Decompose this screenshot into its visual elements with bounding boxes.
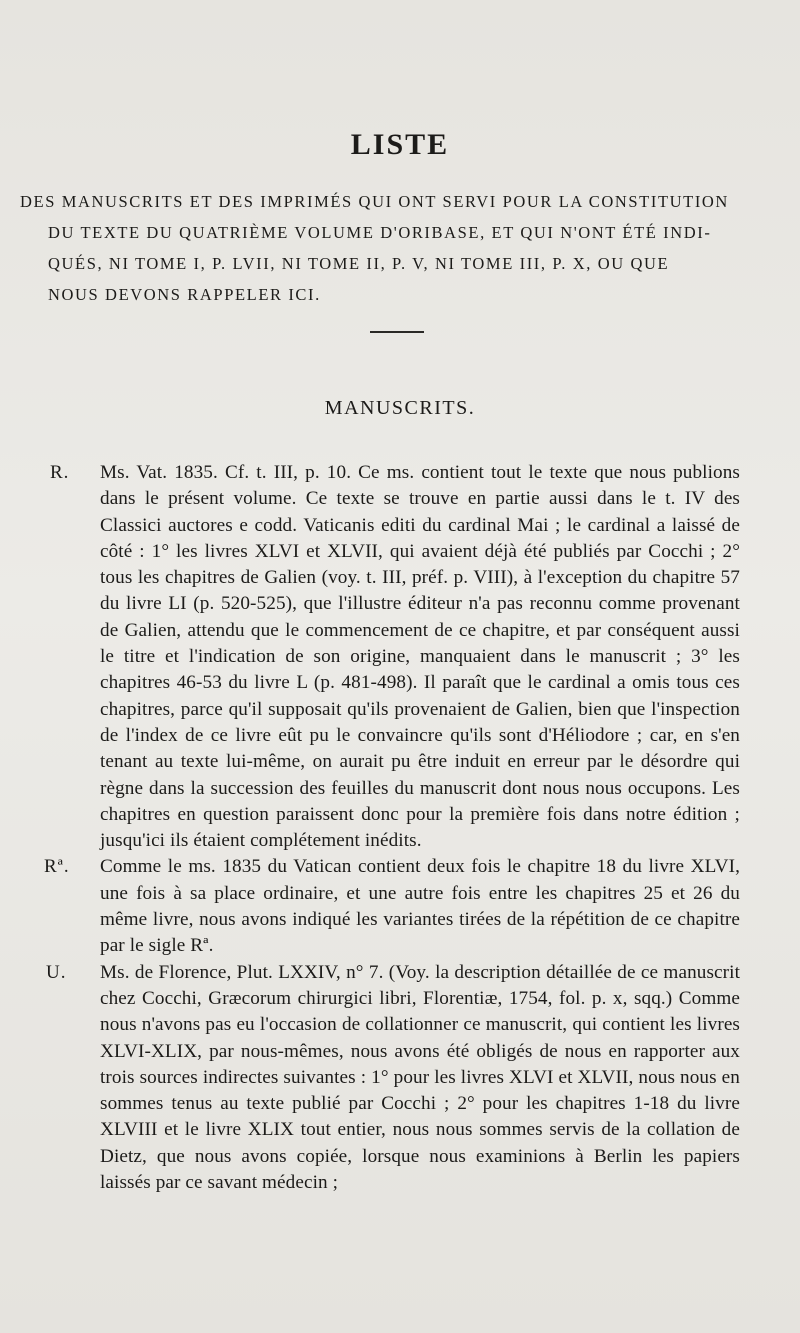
- list-item: [0, 854, 800, 959]
- entry-text: Ms. de Florence, Plut. LXXIV, n° 7. (Voy. la description détaillée de ce manuscrit chez Cocchi, Græcorum chirurgici libri, Florentiæ, 1754, fol. p. x, sqq.) Comme nous n'avons pas eu l'occasion de collationner ce manuscrit, qui contient les livres XLVI-XLIX, par nous-mêmes, nous avons été obligés de nous en rapporter aux trois sources indirectes suivantes : 1° pour les livres XLVI et XLVII, nous nous en sommes tenus au texte publié par Cocchi ; 2° pour les chapitres 1-18 du livre XLVIII et le livre XLIX tout entier, nous nous sommes servis de la collation de Dietz, que nous avons copiée, lorsque nous examinions à Berlin les papiers laissés par ce savant médecin ;: [100, 961, 740, 1194]
- section-heading: MANUSCRITS.: [324, 397, 476, 419]
- entry-list: [0, 460, 800, 1196]
- entry-text: Ms. Vat. 1835. Cf. t. III, p. 10. Ce ms. contient tout le texte que nous publions dans le présent volume. Ce texte se trouve en partie aussi dans le t. IV des Classici auctores e codd. Vaticanis editi du cardinal Mai ; le cardinal a laissé de côté : 1° les livres XLVI et XLVII, qui avaient déjà été publiés par Cocchi ; 2° tous les chapitres de Galien (voy. t. III, préf. p. VIII), à l'exception du chapitre 57 du livre LI (p. 520-525), que l'illustre éditeur n'a pas reconnu comme provenant de Galien, attendu que le commencement de ce chapitre, et par conséquent aussi le titre et l'indication de son origine, manquaient dans le manuscrit ; 3° les chapitres 46-53 du livre L (p. 481-498). Il paraît que le cardinal a omis tous ces chapitres, parce qu'il supposait qu'ils provenaient de Galien, bien que l'inspection de l'index de ce livre eût pu le convaincre qu'ils sont d'Héliodore ; car, en s'en tenant au texte lui-même, on aurait pu être induit en erreur par le désordre qui règne dans la succession des feuilles du manuscrit dont nous nous occupons. Les chapitres en question paraissent donc pour la première fois dans notre édition ; jusqu'ici ils étaient complétement inédits.: [100, 462, 740, 852]
- list-item: [0, 460, 800, 854]
- subtitle-line: DU TEXTE DU QUATRIÈME VOLUME D'ORIBASE, ET QUI N'ONT ÉTÉ INDI-: [48, 223, 712, 242]
- entry-sigle: U.: [46, 961, 67, 983]
- entry-sigle: R.: [50, 462, 70, 483]
- page-title: LISTE: [350, 128, 450, 161]
- separator-rule: [370, 331, 424, 333]
- page-subtitle: [20, 186, 744, 310]
- subtitle-line: DES MANUSCRITS ET DES IMPRIMÉS QUI ONT SERVI POUR LA CONSTITUTION: [20, 192, 729, 211]
- list-item: [0, 960, 800, 1197]
- entry-text: Comme le ms. 1835 du Vatican contient deux fois le chapitre 18 du livre XLVI, une fois à sa place ordinaire, et une autre fois entre les chapitres 25 et 26 du même livre, nous avons indiqué les variantes tirées de la répétition de ce chapitre par le sigle Rª.: [100, 856, 740, 957]
- subtitle-line: QUÉS, NI TOME I, P. LVII, NI TOME II, P. V, NI TOME III, P. X, OU QUE: [48, 254, 670, 273]
- entry-sigle: Rª.: [44, 856, 70, 878]
- subtitle-line: NOUS DEVONS RAPPELER ICI.: [48, 285, 321, 304]
